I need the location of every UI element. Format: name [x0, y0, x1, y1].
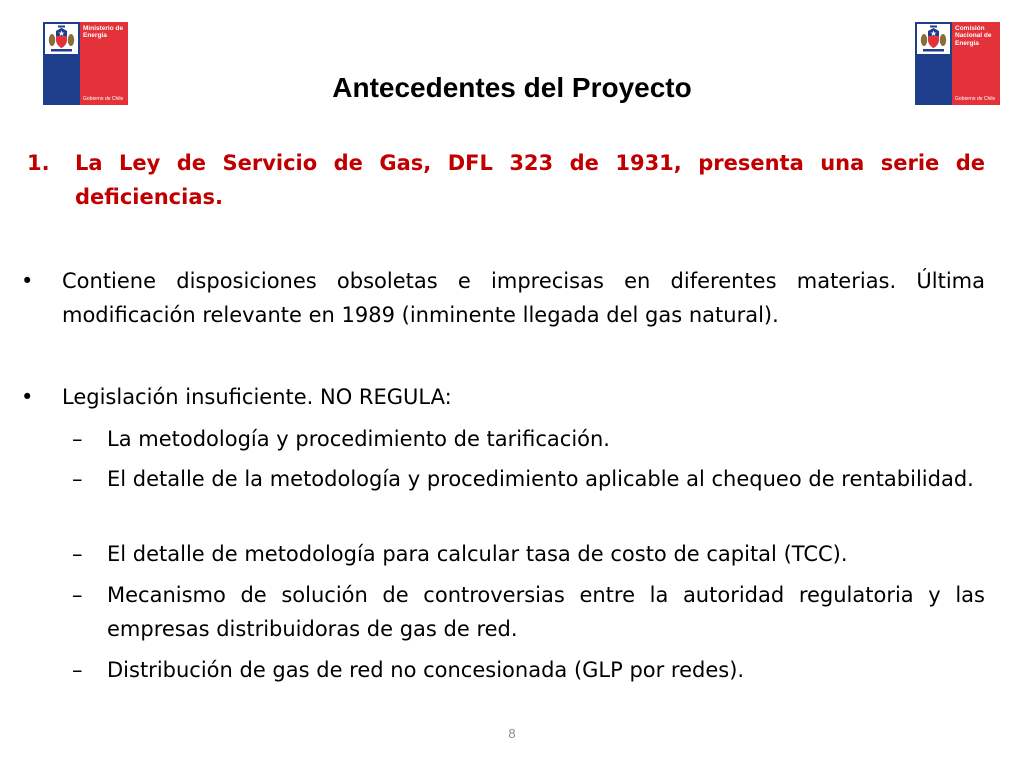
bullet-marker: •: [21, 385, 34, 409]
numbered-item: [27, 146, 985, 214]
chile-coat-of-arms-icon: [45, 24, 78, 54]
numbered-item-marker: 1.: [27, 151, 50, 175]
sub-item-marker: –: [72, 427, 83, 451]
sub-item-marker: –: [72, 583, 83, 607]
sub-item-text: El detalle de metodología para calcular tasa de costo de capital (TCC).: [107, 542, 848, 566]
sub-item-text: Mecanismo de solución de controversias entre la autoridad regulatoria y las empresas distribuidoras de gas de red.: [107, 583, 985, 641]
sub-item: [72, 537, 985, 571]
sub-item-marker: –: [72, 467, 83, 491]
chile-coat-of-arms-icon: [917, 24, 950, 54]
bullet-text: Legislación insuficiente. NO REGULA:: [62, 385, 452, 409]
bullet-item: [21, 264, 985, 332]
sub-item-marker: –: [72, 658, 83, 682]
logo-institution-name: Comisión Nacional de Energía: [955, 25, 992, 47]
sub-item-text: Distribución de gas de red no concesionada (GLP por redes).: [107, 658, 745, 682]
logo-institution-name: Ministerio de Energía: [83, 25, 124, 40]
sub-item: [72, 653, 985, 687]
bullet-text: Contiene disposiciones obsoletas e imprecisas en diferentes materias. Última modificación relevante en 1989 (inminente llegada del gas natural).: [62, 269, 985, 327]
sub-item: [72, 462, 985, 496]
logo-government-label: Gobierno de Chile: [83, 96, 124, 102]
sub-item-text: La metodología y procedimiento de tarificación.: [107, 427, 610, 451]
sub-item: [72, 578, 985, 646]
sub-item-marker: –: [72, 542, 83, 566]
numbered-item-text: La Ley de Servicio de Gas, DFL 323 de 1931, presenta una serie de deficiencias.: [75, 151, 985, 209]
sub-item-text: El detalle de la metodología y procedimiento aplicable al chequeo de rentabilidad.: [107, 467, 974, 491]
bullet-item: [21, 380, 985, 414]
bullet-marker: •: [21, 269, 34, 293]
logo-government-label: Gobierno de Chile: [955, 96, 996, 102]
slide-title: Antecedentes del Proyecto: [332, 72, 692, 103]
sub-item: [72, 422, 985, 456]
page-number: 8: [508, 726, 516, 741]
